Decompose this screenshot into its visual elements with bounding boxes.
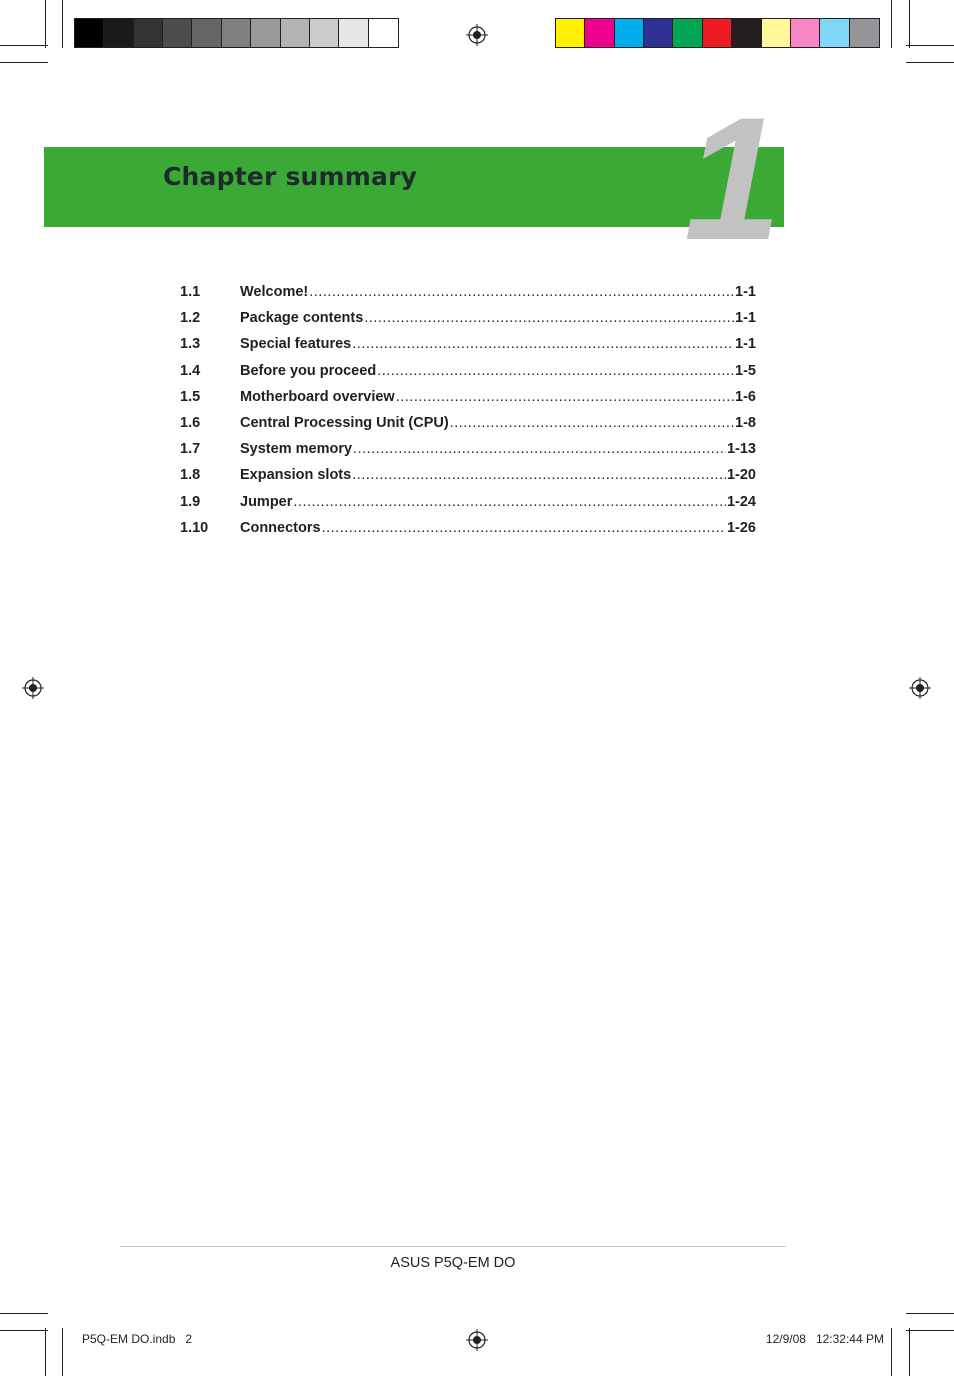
toc-dot-leader: [309, 284, 734, 300]
toc-entry-number: 1.9: [180, 493, 201, 510]
toc-entry-page: 1-1: [735, 284, 756, 300]
grayscale-color-bar: [74, 18, 399, 48]
color-swatch: [673, 19, 702, 47]
color-swatch: [75, 19, 104, 47]
color-swatch: [820, 19, 849, 47]
toc-dot-leader: [364, 310, 734, 326]
toc-entry[interactable]: [180, 494, 756, 520]
toc-entry-page: 1-24: [726, 493, 756, 510]
toc-dot-leader: [353, 441, 726, 457]
color-swatch: [222, 19, 251, 47]
chapter-summary-toc: [180, 284, 756, 546]
toc-entry-number: 1.4: [180, 362, 201, 379]
toc-dot-leader: [396, 389, 734, 405]
toc-entry-page: 1-8: [735, 414, 756, 431]
color-swatch: [310, 19, 339, 47]
toc-entry[interactable]: [180, 310, 756, 336]
color-swatch: [556, 19, 585, 47]
toc-entry-title: Jumper: [240, 493, 293, 510]
toc-entry-title: Motherboard overview: [240, 388, 395, 405]
process-color-bar: [555, 18, 880, 48]
color-swatch: [791, 19, 820, 47]
toc-entry-number: 1.2: [180, 310, 201, 327]
toc-entry-page: 1-1: [735, 336, 756, 353]
toc-entry[interactable]: [180, 441, 756, 467]
color-swatch: [192, 19, 221, 47]
color-swatch: [703, 19, 732, 47]
footer-rule: [120, 1246, 786, 1247]
toc-entry-page: 1-26: [726, 519, 756, 536]
color-swatch: [104, 19, 133, 47]
crop-mark-icon: [909, 1328, 910, 1376]
toc-entry-title: Special features: [240, 336, 352, 353]
registration-mark-icon: [909, 677, 931, 699]
crop-mark-icon: [0, 45, 48, 46]
crop-mark-icon: [906, 62, 954, 63]
chapter-title: Chapter summary: [163, 162, 418, 191]
toc-entry-title: Welcome!: [240, 284, 309, 300]
color-swatch: [850, 19, 879, 47]
color-swatch: [369, 19, 398, 47]
toc-entry-number: 1.7: [180, 441, 201, 458]
toc-dot-leader: [322, 520, 726, 536]
color-swatch: [339, 19, 368, 47]
color-swatch: [163, 19, 192, 47]
color-swatch: [585, 19, 614, 47]
chapter-number: 1: [684, 82, 782, 277]
crop-mark-icon: [891, 1328, 892, 1376]
crop-mark-icon: [906, 1330, 954, 1331]
toc-entry[interactable]: [180, 389, 756, 415]
registration-mark-icon: [466, 1329, 488, 1351]
toc-entry-page: 1-5: [735, 362, 756, 379]
toc-entry[interactable]: [180, 520, 756, 546]
crop-mark-icon: [45, 1328, 46, 1376]
slug-timestamp: 12/9/08 12:32:44 PM: [765, 1332, 884, 1346]
registration-mark-icon: [22, 677, 44, 699]
toc-entry-title: Expansion slots: [240, 467, 352, 484]
color-swatch: [762, 19, 791, 47]
color-swatch: [281, 19, 310, 47]
toc-entry[interactable]: [180, 363, 756, 389]
toc-entry-page: 1-20: [726, 467, 756, 484]
toc-entry-page: 1-6: [735, 388, 756, 405]
color-swatch: [644, 19, 673, 47]
color-swatch: [134, 19, 163, 47]
crop-mark-icon: [906, 45, 954, 46]
toc-entry-number: 1.10: [180, 519, 209, 536]
toc-entry-number: 1.1: [180, 284, 201, 300]
crop-mark-icon: [0, 62, 48, 63]
crop-mark-icon: [0, 1313, 48, 1314]
color-swatch: [732, 19, 761, 47]
crop-mark-icon: [45, 0, 46, 48]
toc-entry-title: Connectors: [240, 519, 321, 536]
toc-dot-leader: [352, 336, 734, 352]
footer-product-name: ASUS P5Q-EM DO: [390, 1255, 516, 1271]
registration-mark-icon: [466, 24, 488, 46]
toc-entry-number: 1.6: [180, 414, 201, 431]
toc-entry-title: Package contents: [240, 310, 364, 327]
crop-mark-icon: [0, 1330, 48, 1331]
crop-mark-icon: [909, 0, 910, 48]
color-swatch: [251, 19, 280, 47]
toc-dot-leader: [450, 415, 734, 431]
crop-mark-icon: [62, 0, 63, 48]
toc-entry-title: Before you proceed: [240, 362, 377, 379]
toc-entry[interactable]: [180, 284, 756, 310]
toc-dot-leader: [377, 363, 734, 379]
crop-mark-icon: [906, 1313, 954, 1314]
toc-entry-page: 1-13: [726, 441, 756, 458]
toc-entry-number: 1.5: [180, 388, 201, 405]
toc-entry-number: 1.8: [180, 467, 201, 484]
toc-entry[interactable]: [180, 467, 756, 493]
toc-entry-number: 1.3: [180, 336, 201, 353]
toc-entry-title: Central Processing Unit (CPU): [240, 414, 449, 431]
slug-file-name: P5Q-EM DO.indb 2: [82, 1332, 193, 1346]
toc-entry-title: System memory: [240, 441, 353, 458]
crop-mark-icon: [62, 1328, 63, 1376]
crop-mark-icon: [891, 0, 892, 48]
color-swatch: [615, 19, 644, 47]
toc-dot-leader: [352, 467, 726, 483]
toc-entry[interactable]: [180, 415, 756, 441]
toc-dot-leader: [293, 494, 726, 510]
toc-entry[interactable]: [180, 336, 756, 362]
toc-entry-page: 1-1: [735, 310, 756, 327]
